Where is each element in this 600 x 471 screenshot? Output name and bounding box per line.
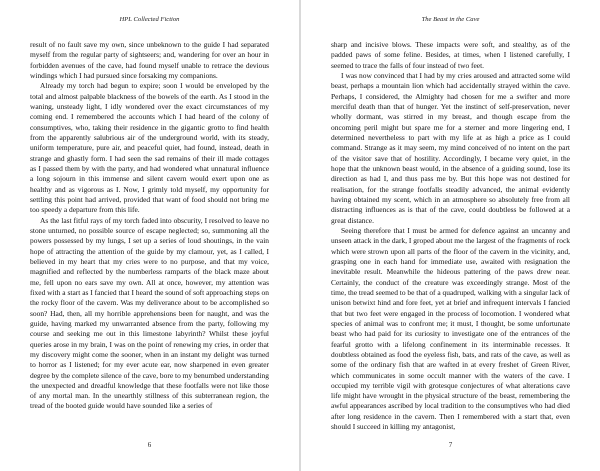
running-header-right: The Beast in the Cave: [421, 16, 480, 23]
page-number-right: 7: [448, 441, 453, 449]
paragraph: Already my torch had begun to expire; soon I would be enveloped by the total and almost palpable blackness of the bowels of the earth. As I stood in the waning, unsteady light, I idly wondered over the exact circumstances of my coming end. I remembered the accounts which I had heard of the colony of consumptives, who, taking their residence in the gigantic grotto to find health from the apparently salubrious air of the underground world, with its steady, uniform temperature, pure air, and peaceful quiet, had found, instead, death in strange and ghastly form. I had seen the sad remains of their ill made cottages as I passed them by with the party, and had wondered what unnatural influence a long sojourn in this immense and silent cavern would exert upon one as healthy and as vigorous as I. Now, I grimly told myself, my opportunity for settling this point had arrived, provided that want of food should not bring me too speedy a departure from this life.: [30, 81, 269, 215]
paragraph: As the last fitful rays of my torch faded into obscurity, I resolved to leave no stone unturned, no possible source of escape neglected; so, summoning all the powers possessed by my lungs, I set up a series of loud shoutings, in the vain hope of attracting the attention of the guide by my clamour, yet, as I called, I believed in my heart that my cries were to no purpose, and that my voice, magnified and reflected by the numberless ramparts of the black maze about me, fell upon no ears save my own. All at once, however, my attention was fixed with a start as I fancied that I heard the sound of soft approaching steps on the rocky floor of the cavern. Was my deliverance about to be accomplished so soon? Had, then, all my horrible apprehensions been for naught, and was the guide, having marked my unwarranted absence from the party, following my course and seeking me out in this limestone labyrinth? Whilst these joyful queries arose in my brain, I was on the point of renewing my cries, in order that my discovery might come the sooner, when in an instant my delight was turned to horror as I listened; for my ever acute ear, now sharpened in even greater degree by the complete silence of the cave, bore to my benumbed understanding the unexpected and dreadful knowledge that these footfalls were not like those of any mortal man. In the unearthly stillness of this subterranean region, the tread of the booted guide would have sounded like a series of: [30, 215, 269, 411]
running-header-left: HPL Collected Fiction: [119, 16, 180, 23]
right-page-body: [331, 40, 570, 432]
left-page: [0, 0, 299, 471]
right-page: [301, 0, 600, 471]
paragraph: Seeing therefore that I must be armed for defence against an uncanny and unseen attack in the dark, I groped about me the largest of the fragments of rock which were strown upon all parts of the floor of the cavern in the vicinity, and, grasping one in each hand for immediate use, awaited with resignation the inevitable result. Meanwhile the hideous pattering of the paws drew near. Certainly, the conduct of the creature was exceedingly strange. Most of the time, the tread seemed to be that of a quadruped, walking with a singular lack of unison betwixt hind and fore feet, yet at brief and infrequent intervals I fancied that but two feet were engaged in the process of locomotion. I wondered what species of animal was to confront me; it must, I thought, be some unfortunate beast who had paid for its curiosity to investigate one of the entrances of the fearful grotto with a lifelong confinement in its interminable recesses. It doubtless obtained as food the eyeless fish, bats, and rats of the cave, as well as some of the ordinary fish that are wafted in at every freshet of Green River, which communicates in some occult manner with the waters of the cave. I occupied my terrible vigil with grotesque conjectures of what alterations cave life might have wrought in the physical structure of the beast, remembering the awful appearances ascribed by local tradition to the consumptives who had died after long residence in the cavern. Then I remembered with a start that, even should I succeed in killing my antagonist,: [331, 225, 570, 432]
paragraph: I was now convinced that I had by my cries aroused and attracted some wild beast, perhaps a mountain lion which had accidentally strayed within the cave. Perhaps, I considered, the Almighty had chosen for me a swifter and more merciful death than that of hunger. Yet the instinct of self-preservation, never wholly dormant, was stirred in my breast, and though escape from the oncoming peril might but spare me for a sterner and more lingering end, I determined nevertheless to part with my life at as high a price as I could command. Strange as it may seem, my mind conceived of no intent on the part of the visitor save that of hostility. Accordingly, I became very quiet, in the hope that the unknown beast would, in the absence of a guiding sound, lose its direction as had I, and thus pass me by. But this hope was not destined for realisation, for the strange footfalls steadily advanced, the animal evidently having obtained my scent, which in an atmosphere so absolutely free from all distracting influences as is that of the cave, could doubtless be followed at a great distance.: [331, 70, 570, 225]
page-number-left: 6: [147, 441, 152, 449]
paragraph: result of no fault save my own, since unbeknown to the guide I had separated myself from the regular party of sightseers; and, wandering for over an hour in forbidden avenues of the cave, had found myself unable to retrace the devious windings which I had pursued since forsaking my companions.: [30, 40, 269, 80]
paragraph: sharp and incisive blows. These impacts were soft, and stealthy, as of the padded paws of some feline. Besides, at times, when I listened carefully, I seemed to trace the falls of four instead of two feet.: [331, 40, 570, 70]
left-page-body: [30, 40, 269, 412]
